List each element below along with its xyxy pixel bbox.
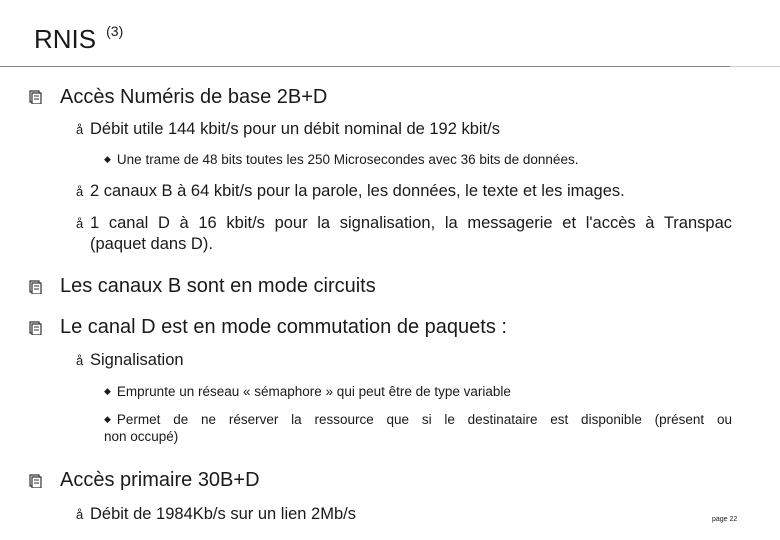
page-number: page 22 [712,516,738,523]
item-permet-line1: Permet de ne réserver la ressource que si le destinataire est disponible (présent ou [116,412,732,427]
title-underline [0,66,730,67]
check-arrow-icon: å [76,184,84,199]
item-canaux-b-circuits: Les canaux B sont en mode circuits [60,275,376,297]
check-arrow-icon: å [76,507,84,522]
item-permet [104,412,732,444]
item-emprunte-text: Emprunte un réseau « sémaphore » qui peut être de type variable [116,384,511,399]
item-signalisation [76,351,184,370]
item-debit-1984-text: Débit de 1984Kb/s sur un lien 2Mb/s [90,505,356,523]
item-debit-1984 [76,505,356,524]
check-arrow-icon: å [76,122,84,137]
title-superscript: (3) [106,23,124,39]
item-canal-d-paquets: Le canal D est en mode commutation de paquets : [60,316,507,338]
diamond-bullet-icon: ◆ [104,386,111,396]
level1-bullet-icon [28,280,42,294]
diamond-bullet-icon: ◆ [104,414,111,424]
check-arrow-icon: å [76,216,84,231]
level1-bullet-icon [28,321,42,335]
level1-bullet-icon [28,90,42,104]
level1-bullet-icon [28,474,42,488]
item-canal-d-16-line1: 1 canal D à 16 kbit/s pour la signalisation, la messagerie et l'accès à Transpac [90,214,732,232]
slide-title [34,24,123,55]
item-signalisation-text: Signalisation [90,351,184,369]
title-underline-tail [730,66,780,67]
item-canal-d-16 [76,214,732,254]
item-canal-d-16-line2: (paquet dans D). [90,235,213,253]
item-permet-line2: non occupé) [104,429,179,444]
item-canaux-b-64 [76,182,625,201]
item-trame-text: Une trame de 48 bits toutes les 250 Microsecondes avec 36 bits de données. [116,152,579,167]
item-debit-utile-text: Débit utile 144 kbit/s pour un débit nominal de 192 kbit/s [90,120,501,138]
item-canaux-b-64-text: 2 canaux B à 64 kbit/s pour la parole, les données, le texte et les images. [90,182,625,200]
diamond-bullet-icon: ◆ [104,154,111,164]
item-acces-primaire: Accès primaire 30B+D [60,469,260,491]
item-acces-base: Accès Numéris de base 2B+D [60,86,328,108]
item-emprunte [104,384,511,399]
title-main: RNIS [34,24,97,54]
item-debit-utile [76,120,500,139]
item-trame [104,152,578,167]
check-arrow-icon: å [76,353,84,368]
